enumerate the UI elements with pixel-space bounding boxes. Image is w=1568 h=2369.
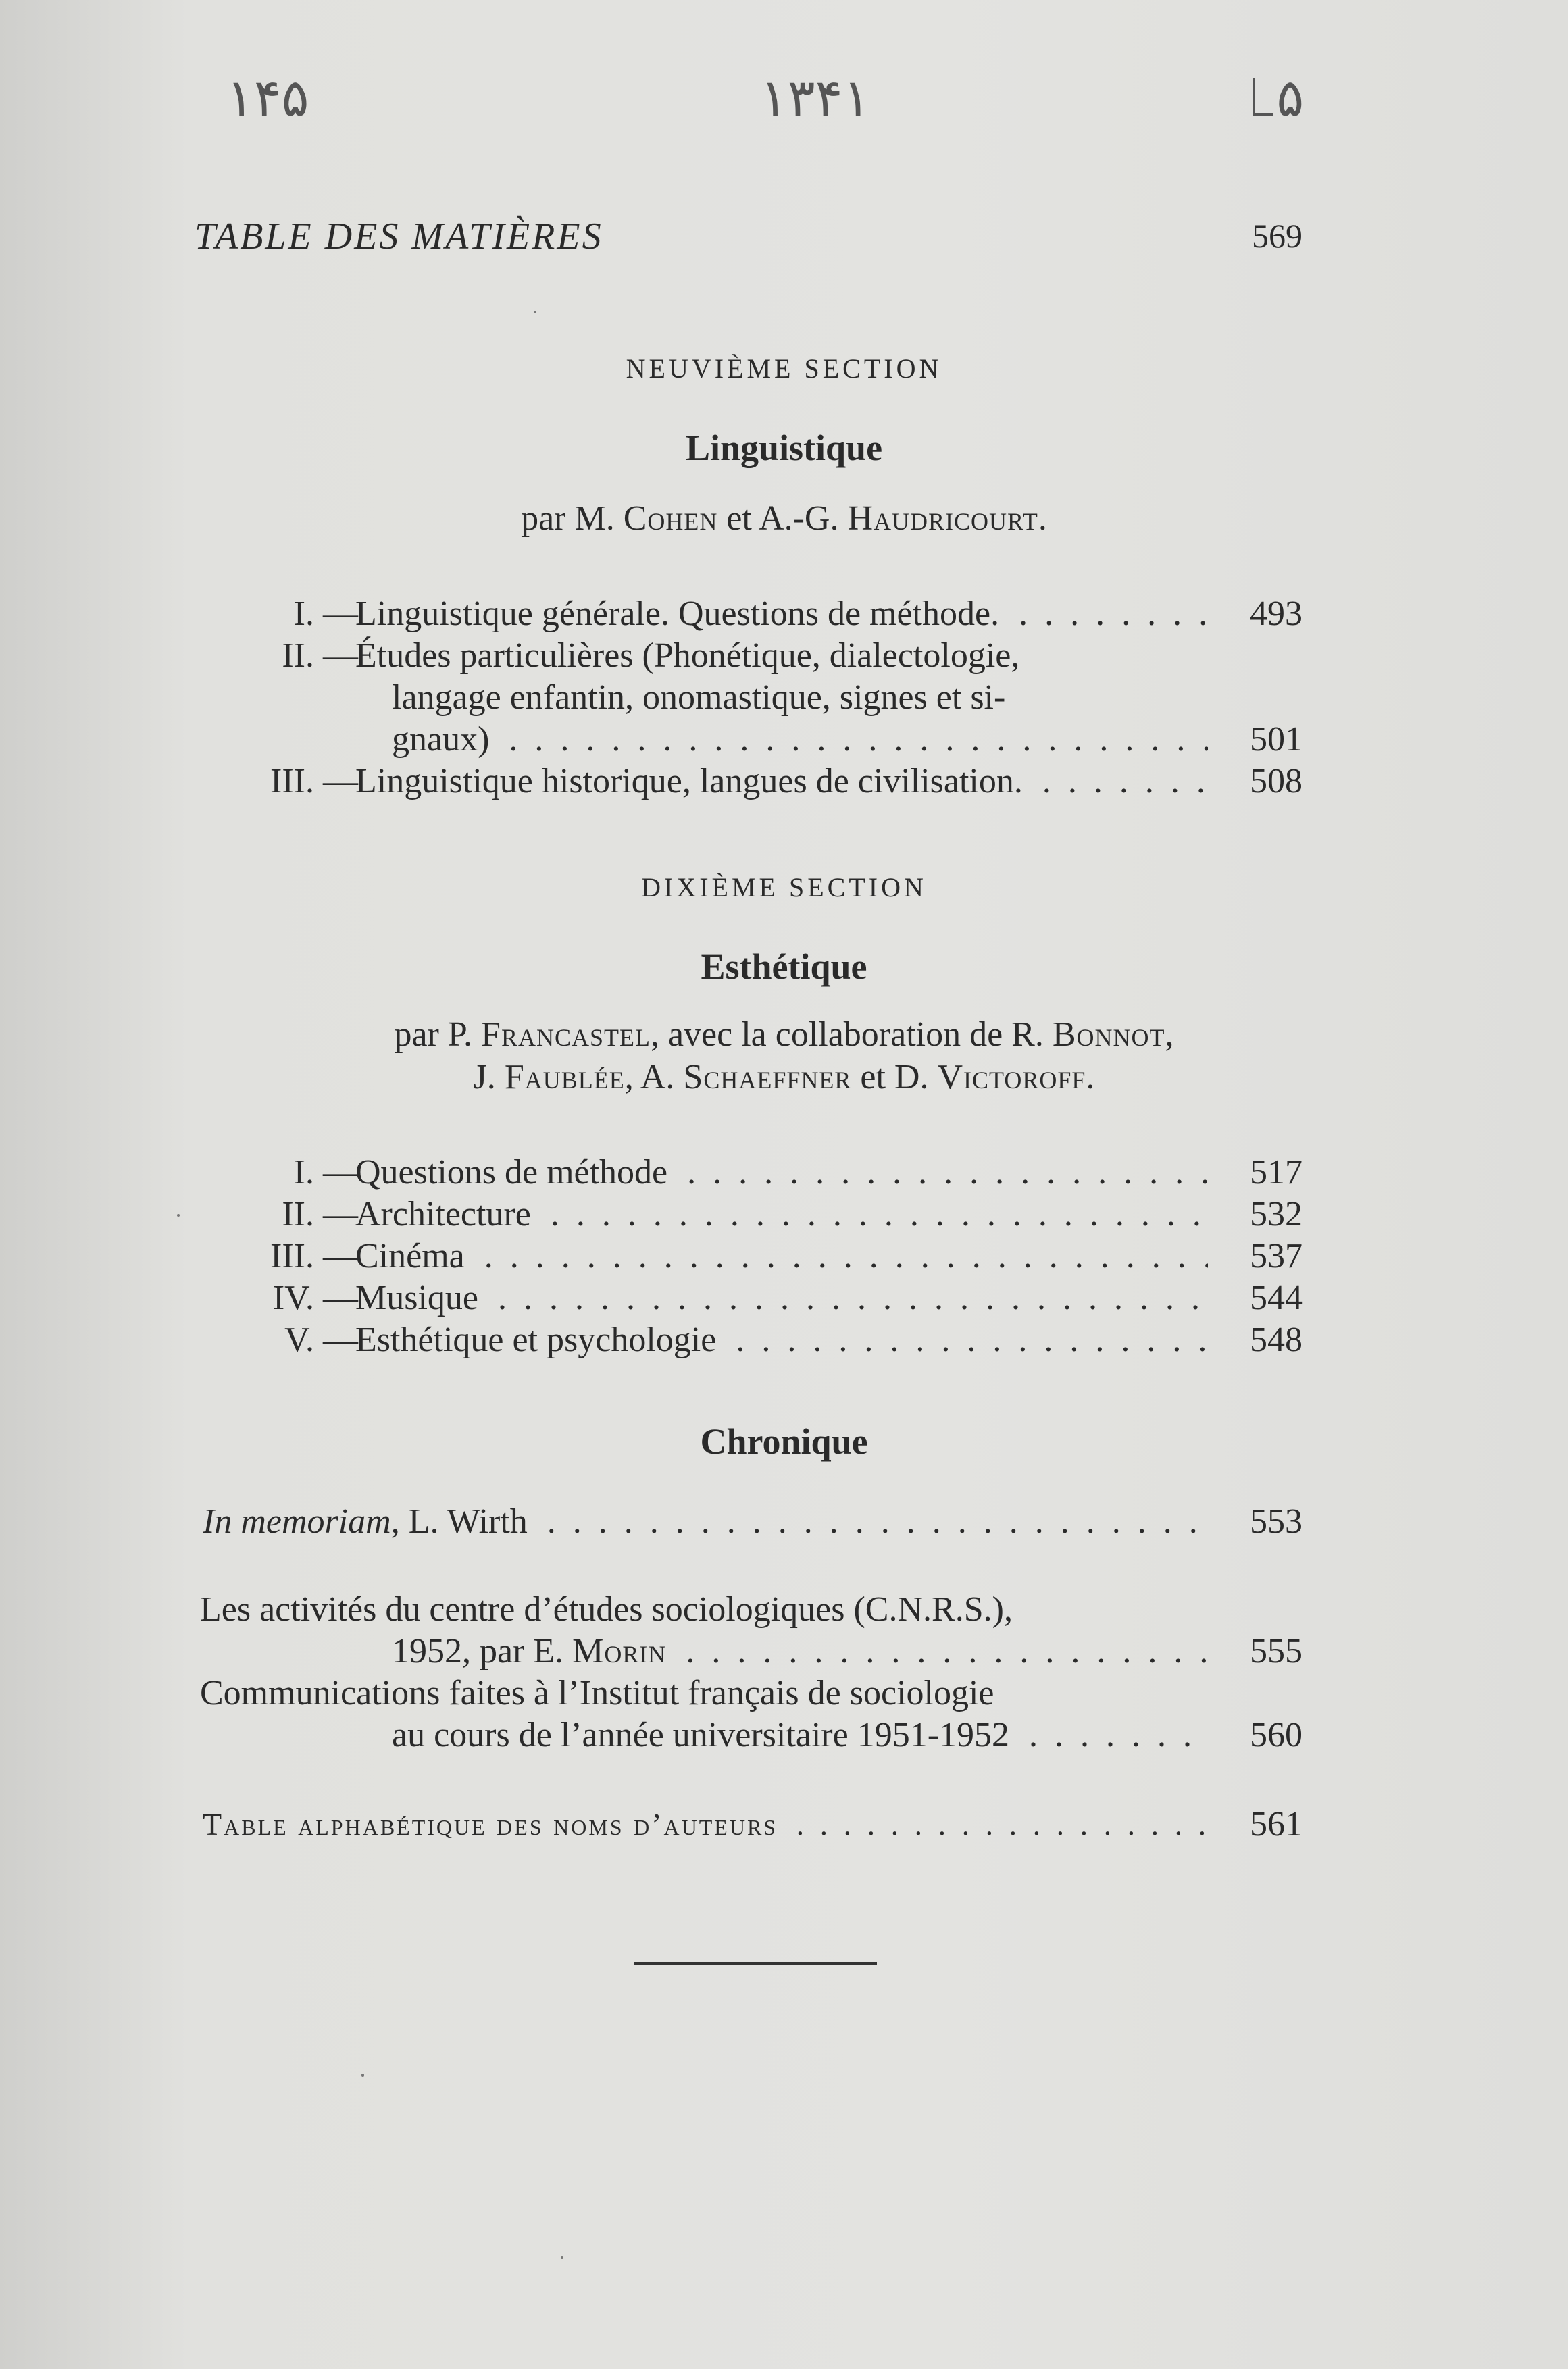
toc-entry-index: Table alphabétique des noms d’auteurs . . . 561 bbox=[203, 1804, 1303, 1845]
author-bonnot: Bonnot bbox=[1052, 1015, 1165, 1054]
section10-title: Esthétique bbox=[701, 946, 867, 987]
handwritten-note-middle: ۱۳۴۱ bbox=[760, 68, 871, 128]
toc-entry: V. — Esthétique et psychologie . . . 548 bbox=[203, 1319, 1303, 1361]
toc-entry: II. — Études particulières (Phonétique, dialectologie, bbox=[282, 636, 1020, 675]
toc-page: 561 bbox=[1250, 1805, 1303, 1843]
toc-page: 501 bbox=[1250, 720, 1303, 759]
toc-entry: III. — Cinéma . . . 537 bbox=[203, 1236, 1303, 1277]
toc-page: 493 bbox=[1250, 594, 1303, 633]
toc-page: 553 bbox=[1250, 1502, 1303, 1541]
handwritten-note-right: L۵ bbox=[1246, 68, 1305, 128]
toc-entry-activites-continued: 1952, par E. Morin . . . 555 bbox=[203, 1631, 1303, 1673]
toc-page: 555 bbox=[1250, 1632, 1303, 1671]
section9-label: NEUVIÈME SECTION bbox=[626, 353, 942, 384]
toc-entry: III. — Linguistique historique, langues de civilisation. . . . 508 bbox=[203, 761, 1303, 803]
author-schaeffner: Schaeffner bbox=[683, 1058, 852, 1096]
toc-entry: IV. — Musique . . . 544 bbox=[203, 1277, 1303, 1319]
paper-speck bbox=[177, 1214, 180, 1217]
toc-entry-communications: Communications faites à l’Institut français de sociologie bbox=[200, 1674, 994, 1712]
toc-page: 544 bbox=[1250, 1279, 1303, 1317]
toc-entry: II. — Architecture . . . 532 bbox=[203, 1194, 1303, 1236]
running-head-page-number: 569 bbox=[1252, 217, 1303, 255]
toc-entry-continued: gnaux) . . . 501 bbox=[203, 719, 1303, 761]
section10-label: DIXIÈME SECTION bbox=[641, 872, 927, 902]
closing-rule bbox=[634, 1962, 877, 1965]
toc-page: 508 bbox=[1250, 762, 1303, 800]
toc-entry: I. — Questions de méthode . . . 517 bbox=[203, 1152, 1303, 1194]
author-francastel: Francastel bbox=[481, 1015, 651, 1054]
section10-byline-line2: J. Faublée, A. Schaeffner et D. Victoroff. bbox=[473, 1058, 1095, 1096]
paper-speck bbox=[561, 2256, 563, 2259]
toc-entry-communications-continued: au cours de l’année universitaire 1951-1952 . . . 560 bbox=[203, 1714, 1303, 1756]
chronique-title: Chronique bbox=[700, 1421, 868, 1462]
author-haudricourt: Haudricourt bbox=[847, 499, 1038, 538]
toc-entry-memoriam: In memoriam, L. Wirth . . . 553 bbox=[203, 1501, 1303, 1543]
toc-entry: I. — Linguistique générale. Questions de méthode. . . . 493 bbox=[203, 593, 1303, 635]
section10-byline-line1: par P. Francastel, avec la collaboration de R. Bonnot, bbox=[394, 1015, 1174, 1054]
paper-speck bbox=[361, 2074, 364, 2077]
toc-page: 537 bbox=[1250, 1237, 1303, 1275]
author-faublee: Faublée bbox=[504, 1058, 625, 1096]
toc-entry-continued: langage enfantin, onomastique, signes et si- bbox=[392, 678, 1006, 717]
section9-title: Linguistique bbox=[685, 428, 883, 468]
author-cohen: Cohen bbox=[623, 499, 718, 538]
handwritten-note-left: ۱۴۵ bbox=[226, 68, 309, 128]
running-head bbox=[195, 215, 1303, 258]
toc-entry-activites: Les activités du centre d’études sociologiques (C.N.R.S.), bbox=[200, 1590, 1013, 1629]
section9-byline: par M. Cohen et A.-G. Haudricourt. bbox=[521, 499, 1047, 538]
paper-speck bbox=[534, 311, 536, 313]
author-morin: Morin bbox=[572, 1632, 667, 1671]
toc-page: 532 bbox=[1250, 1195, 1303, 1233]
toc-page: 517 bbox=[1250, 1153, 1303, 1192]
toc-page: 560 bbox=[1250, 1716, 1303, 1754]
author-victoroff: Victoroff bbox=[937, 1058, 1086, 1096]
running-head-title: TABLE DES MATIÈRES bbox=[195, 215, 603, 257]
toc-page: 548 bbox=[1250, 1321, 1303, 1359]
